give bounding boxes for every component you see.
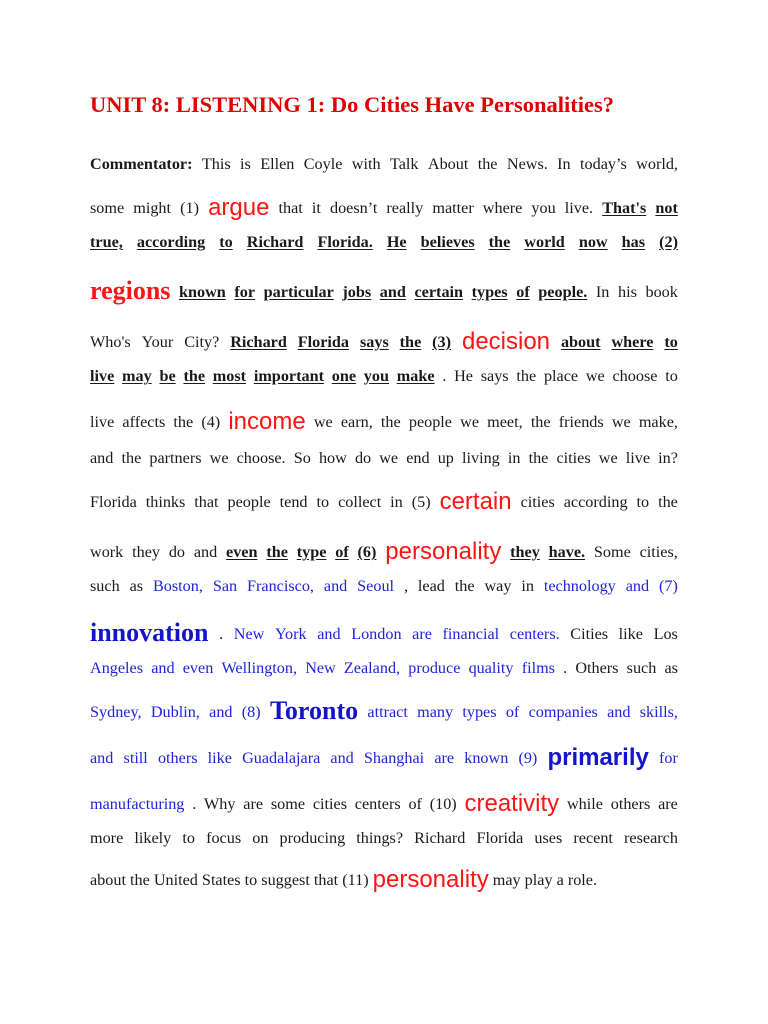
transcript-word: Florida. <box>317 233 373 251</box>
transcript-word: that <box>194 493 219 511</box>
transcript-word: He <box>454 367 473 385</box>
transcript-word: New <box>305 659 336 677</box>
transcript-word: choose. <box>236 449 286 467</box>
transcript-word: Shanghai <box>363 749 425 767</box>
transcript-word: really <box>386 199 424 217</box>
transcript-word: He <box>386 233 407 251</box>
transcript-word: how <box>318 449 347 467</box>
transcript-word: you <box>531 199 556 217</box>
transcript-word: do <box>168 543 185 561</box>
transcript-word: producing <box>279 829 346 847</box>
transcript-word: more <box>90 829 124 847</box>
transcript-word: people <box>408 413 452 431</box>
transcript-word: This <box>201 155 231 173</box>
transcript-word: we <box>209 449 229 467</box>
transcript-word: Sydney, <box>90 703 142 721</box>
transcript-word: are <box>243 795 264 813</box>
transcript-word: in <box>390 493 403 511</box>
transcript-word: Ellen <box>260 155 295 173</box>
transcript-word: the <box>658 493 678 511</box>
transcript-word: . <box>219 625 224 643</box>
transcript-word: his <box>617 283 637 301</box>
transcript-word: things? <box>356 829 404 847</box>
transcript-word: companies <box>528 703 598 721</box>
transcript-word: Coyle <box>303 155 343 173</box>
transcript-word: we <box>313 413 333 431</box>
transcript-word: . <box>563 659 568 677</box>
transcript-word: we <box>379 449 399 467</box>
transcript-word: be <box>159 367 176 385</box>
answer-keyword: regions <box>90 276 171 305</box>
transcript-word: as <box>664 659 678 677</box>
transcript-word: such <box>626 659 657 677</box>
transcript-word: we <box>460 413 480 431</box>
transcript-word: live <box>90 413 115 431</box>
transcript-line <box>90 140 678 174</box>
transcript-line <box>90 434 678 468</box>
transcript-line <box>90 398 678 435</box>
transcript-word: the <box>183 367 206 385</box>
transcript-word: live. <box>564 199 594 217</box>
transcript-word: Cities <box>570 625 609 643</box>
transcript-word: particular <box>263 283 334 301</box>
transcript-word: (1) <box>180 199 199 217</box>
transcript-word: In <box>595 283 610 301</box>
transcript-word: they <box>132 543 160 561</box>
transcript-word: work <box>90 543 124 561</box>
transcript-word: about <box>560 333 601 351</box>
transcript-word: In <box>557 155 571 173</box>
answer-keyword: personality <box>372 866 489 893</box>
transcript-word: the <box>121 449 142 467</box>
transcript-word: uses <box>534 829 563 847</box>
transcript-line <box>90 644 678 678</box>
transcript-word: (10) <box>429 795 457 813</box>
transcript-word: Talk <box>389 155 419 173</box>
transcript-word: Who's <box>90 333 131 351</box>
transcript-word: they <box>510 543 540 561</box>
transcript-word: Angeles <box>90 659 144 677</box>
transcript-word: and <box>90 449 114 467</box>
transcript-word: we <box>585 367 605 385</box>
transcript-word: technology <box>543 577 616 595</box>
transcript-word: for <box>658 749 678 767</box>
transcript-word: certain <box>414 283 464 301</box>
transcript-word: the <box>399 333 422 351</box>
transcript-word: where <box>611 333 654 351</box>
transcript-word: Others <box>575 659 619 677</box>
answer-keyword: primarily <box>547 744 649 771</box>
transcript-word: others <box>157 749 198 767</box>
transcript-word: to <box>182 829 195 847</box>
transcript-word: (3) <box>432 333 452 351</box>
transcript-word: Richard <box>246 233 304 251</box>
transcript-word: types <box>462 703 497 721</box>
transcript-line <box>90 734 678 771</box>
transcript-word: . <box>442 367 447 385</box>
transcript-word: some <box>270 795 306 813</box>
transcript-word: living <box>462 449 500 467</box>
transcript-word: people <box>227 493 271 511</box>
transcript-word: recent <box>573 829 613 847</box>
transcript-word: is <box>240 155 251 173</box>
transcript-line <box>90 856 678 893</box>
transcript-word: of <box>505 703 520 721</box>
transcript-word: So <box>293 449 311 467</box>
answer-keyword: income <box>228 408 306 435</box>
transcript-word: Florida <box>476 829 524 847</box>
transcript-word: choose <box>612 367 658 385</box>
transcript-word: to <box>316 493 330 511</box>
transcript-word: people. <box>538 283 588 301</box>
transcript-line <box>90 352 678 386</box>
transcript-word: films <box>521 659 555 677</box>
transcript-word: cities, <box>639 543 678 561</box>
transcript-word: may <box>122 367 152 385</box>
transcript-line <box>90 780 678 817</box>
transcript-word: type <box>296 543 327 561</box>
transcript-word: of <box>516 283 530 301</box>
transcript-word: some <box>90 199 125 217</box>
transcript-word: like <box>618 625 643 643</box>
transcript-word: Wellington, <box>221 659 298 677</box>
transcript-line <box>90 528 678 565</box>
transcript-word: in <box>521 577 534 595</box>
transcript-word: , <box>403 577 408 595</box>
transcript-word: and <box>209 703 233 721</box>
transcript-word: cities <box>312 795 347 813</box>
transcript-word: New <box>233 625 265 643</box>
transcript-word: might <box>133 199 172 217</box>
transcript-line <box>90 562 678 596</box>
transcript-line <box>90 184 678 221</box>
transcript-word: live <box>90 367 115 385</box>
transcript-word: you <box>363 367 389 385</box>
transcript-word: (4) <box>201 413 221 431</box>
transcript-word: meet, <box>487 413 523 431</box>
transcript-word: has <box>621 233 646 251</box>
transcript-word: Some <box>593 543 631 561</box>
answer-keyword: personality <box>385 538 502 565</box>
transcript-word: Seoul <box>357 577 395 595</box>
transcript-word: and <box>625 577 650 595</box>
transcript-word: produce <box>408 659 461 677</box>
transcript-word: the <box>488 233 511 251</box>
transcript-word: (2) <box>659 233 678 251</box>
transcript-word: we <box>598 449 618 467</box>
transcript-word: to <box>664 333 678 351</box>
transcript-word: Richard <box>414 829 466 847</box>
transcript-word: Richard <box>230 333 287 351</box>
transcript-word: thinks <box>145 493 186 511</box>
transcript-word: (8) <box>241 703 261 721</box>
transcript-word: not <box>655 199 678 217</box>
transcript-word: the <box>266 543 288 561</box>
transcript-word: lead <box>417 577 445 595</box>
transcript-word: earn, <box>340 413 373 431</box>
transcript-word: do <box>354 449 372 467</box>
transcript-word: the <box>530 413 551 431</box>
transcript-word: to <box>665 367 678 385</box>
transcript-word: such <box>90 577 120 595</box>
transcript-word: to <box>219 233 233 251</box>
transcript-word: City? <box>184 333 220 351</box>
transcript-word: matter <box>432 199 474 217</box>
transcript-word: Zealand, <box>343 659 401 677</box>
transcript-word: partners <box>149 449 202 467</box>
transcript-word: Dublin, <box>150 703 200 721</box>
transcript-text: about the United States to suggest that (11) <box>90 871 373 889</box>
transcript-word: centers. <box>509 625 560 643</box>
transcript-word: of <box>408 795 422 813</box>
transcript-word: in? <box>658 449 678 467</box>
transcript-word: while <box>566 795 603 813</box>
transcript-line <box>90 218 678 252</box>
transcript-word: attract <box>367 703 408 721</box>
transcript-word: make <box>396 367 435 385</box>
transcript-word: (7) <box>658 577 678 595</box>
transcript-word: types <box>471 283 508 301</box>
transcript-word: way <box>484 577 512 595</box>
transcript-word: and <box>607 703 631 721</box>
transcript-word: friends <box>558 413 604 431</box>
transcript-word: and <box>323 577 348 595</box>
transcript-word: focus <box>206 829 242 847</box>
transcript-word: About <box>427 155 469 173</box>
transcript-word: with <box>351 155 381 173</box>
transcript-word: true, <box>90 233 123 251</box>
transcript-word: Florida <box>90 493 137 511</box>
transcript-word: the <box>528 449 549 467</box>
transcript-word: are <box>412 625 432 643</box>
transcript-word: skills, <box>639 703 678 721</box>
transcript-word: tend <box>279 493 308 511</box>
transcript-word: and <box>379 283 406 301</box>
transcript-word: Los <box>653 625 678 643</box>
transcript-word: the <box>516 367 537 385</box>
transcript-word: London <box>351 625 402 643</box>
transcript-word: Guadalajara <box>242 749 321 767</box>
transcript-word: world, <box>636 155 678 173</box>
transcript-word: others <box>610 795 651 813</box>
transcript-word: that <box>278 199 303 217</box>
transcript-word: to <box>636 493 650 511</box>
transcript-word: and <box>330 749 354 767</box>
answer-keyword: certain <box>439 488 512 515</box>
transcript-word: according <box>563 493 628 511</box>
answer-keyword: creativity <box>464 790 560 817</box>
transcript-word: many <box>417 703 454 721</box>
transcript-word: jobs <box>342 283 372 301</box>
transcript-word: and <box>193 543 218 561</box>
transcript-word: we <box>611 413 631 431</box>
transcript-line <box>90 268 678 305</box>
transcript-word: the <box>173 413 194 431</box>
transcript-line <box>90 688 678 725</box>
transcript-word: Why <box>204 795 236 813</box>
transcript-text: may play a role. <box>488 871 598 889</box>
transcript-word: financial <box>442 625 500 643</box>
transcript-word: Boston, <box>152 577 203 595</box>
transcript-word: live <box>625 449 651 467</box>
answer-keyword: argue <box>208 194 270 221</box>
transcript-word: (9) <box>518 749 538 767</box>
answer-keyword: innovation <box>90 618 209 647</box>
transcript-word: likely <box>134 829 172 847</box>
transcript-word: Francisco, <box>247 577 314 595</box>
transcript-word: manufacturing <box>90 795 185 813</box>
transcript-word: (5) <box>411 493 431 511</box>
transcript-word: even <box>226 543 258 561</box>
transcript-line <box>90 610 678 647</box>
transcript-word: research <box>624 829 678 847</box>
transcript-word: now <box>578 233 608 251</box>
transcript-word: important <box>253 367 324 385</box>
transcript-line <box>90 318 678 355</box>
transcript-word: even <box>182 659 214 677</box>
transcript-word: the <box>454 577 475 595</box>
transcript-word: as <box>129 577 144 595</box>
transcript-word: Your <box>141 333 174 351</box>
transcript-word: Commentator: <box>90 155 193 173</box>
transcript-word: up <box>437 449 454 467</box>
transcript-word: one <box>331 367 357 385</box>
transcript-word: affects <box>122 413 166 431</box>
transcript-word: for <box>234 283 256 301</box>
transcript-line <box>90 814 678 848</box>
transcript-word: San <box>212 577 238 595</box>
transcript-word: are <box>434 749 455 767</box>
transcript-word: and <box>90 749 114 767</box>
transcript-word: according <box>136 233 206 251</box>
transcript-word: Florida <box>297 333 350 351</box>
transcript-word: where <box>482 199 523 217</box>
transcript-word: are <box>658 795 678 813</box>
transcript-word: known <box>464 749 509 767</box>
transcript-word: have. <box>548 543 586 561</box>
transcript-word: of <box>335 543 349 561</box>
page-title: UNIT 8: LISTENING 1: Do Cities Have Personalities? <box>90 92 614 117</box>
transcript-word: like <box>207 749 232 767</box>
answer-keyword: decision <box>461 328 551 355</box>
transcript-word: cities <box>556 449 591 467</box>
transcript-word: the <box>477 155 498 173</box>
transcript-word: make, <box>638 413 678 431</box>
transcript-word: place <box>543 367 579 385</box>
transcript-word: centers <box>354 795 401 813</box>
transcript-word: and <box>151 659 175 677</box>
transcript-word: known <box>179 283 226 301</box>
transcript-word: the <box>380 413 401 431</box>
transcript-word: collect <box>338 493 382 511</box>
transcript-word: book <box>645 283 678 301</box>
transcript-word: News. <box>506 155 548 173</box>
transcript-word: end <box>406 449 430 467</box>
transcript-word: That's <box>602 199 647 217</box>
transcript-word: says <box>359 333 389 351</box>
transcript-word: and <box>317 625 341 643</box>
transcript-word: most <box>212 367 247 385</box>
transcript-word: today’s <box>580 155 627 173</box>
transcript-word: believes <box>420 233 475 251</box>
transcript-word: quality <box>468 659 514 677</box>
transcript-word: world <box>524 233 565 251</box>
transcript-line <box>90 478 678 515</box>
answer-keyword: Toronto <box>269 696 359 725</box>
transcript-word: (6) <box>357 543 377 561</box>
transcript-word: . <box>192 795 197 813</box>
transcript-word: cities <box>520 493 555 511</box>
transcript-word: still <box>123 749 148 767</box>
transcript-word: doesn’t <box>329 199 378 217</box>
transcript-word: on <box>252 829 269 847</box>
transcript-word: says <box>480 367 509 385</box>
transcript-word: it <box>311 199 321 217</box>
transcript-word: in <box>507 449 521 467</box>
transcript-word: York <box>274 625 307 643</box>
